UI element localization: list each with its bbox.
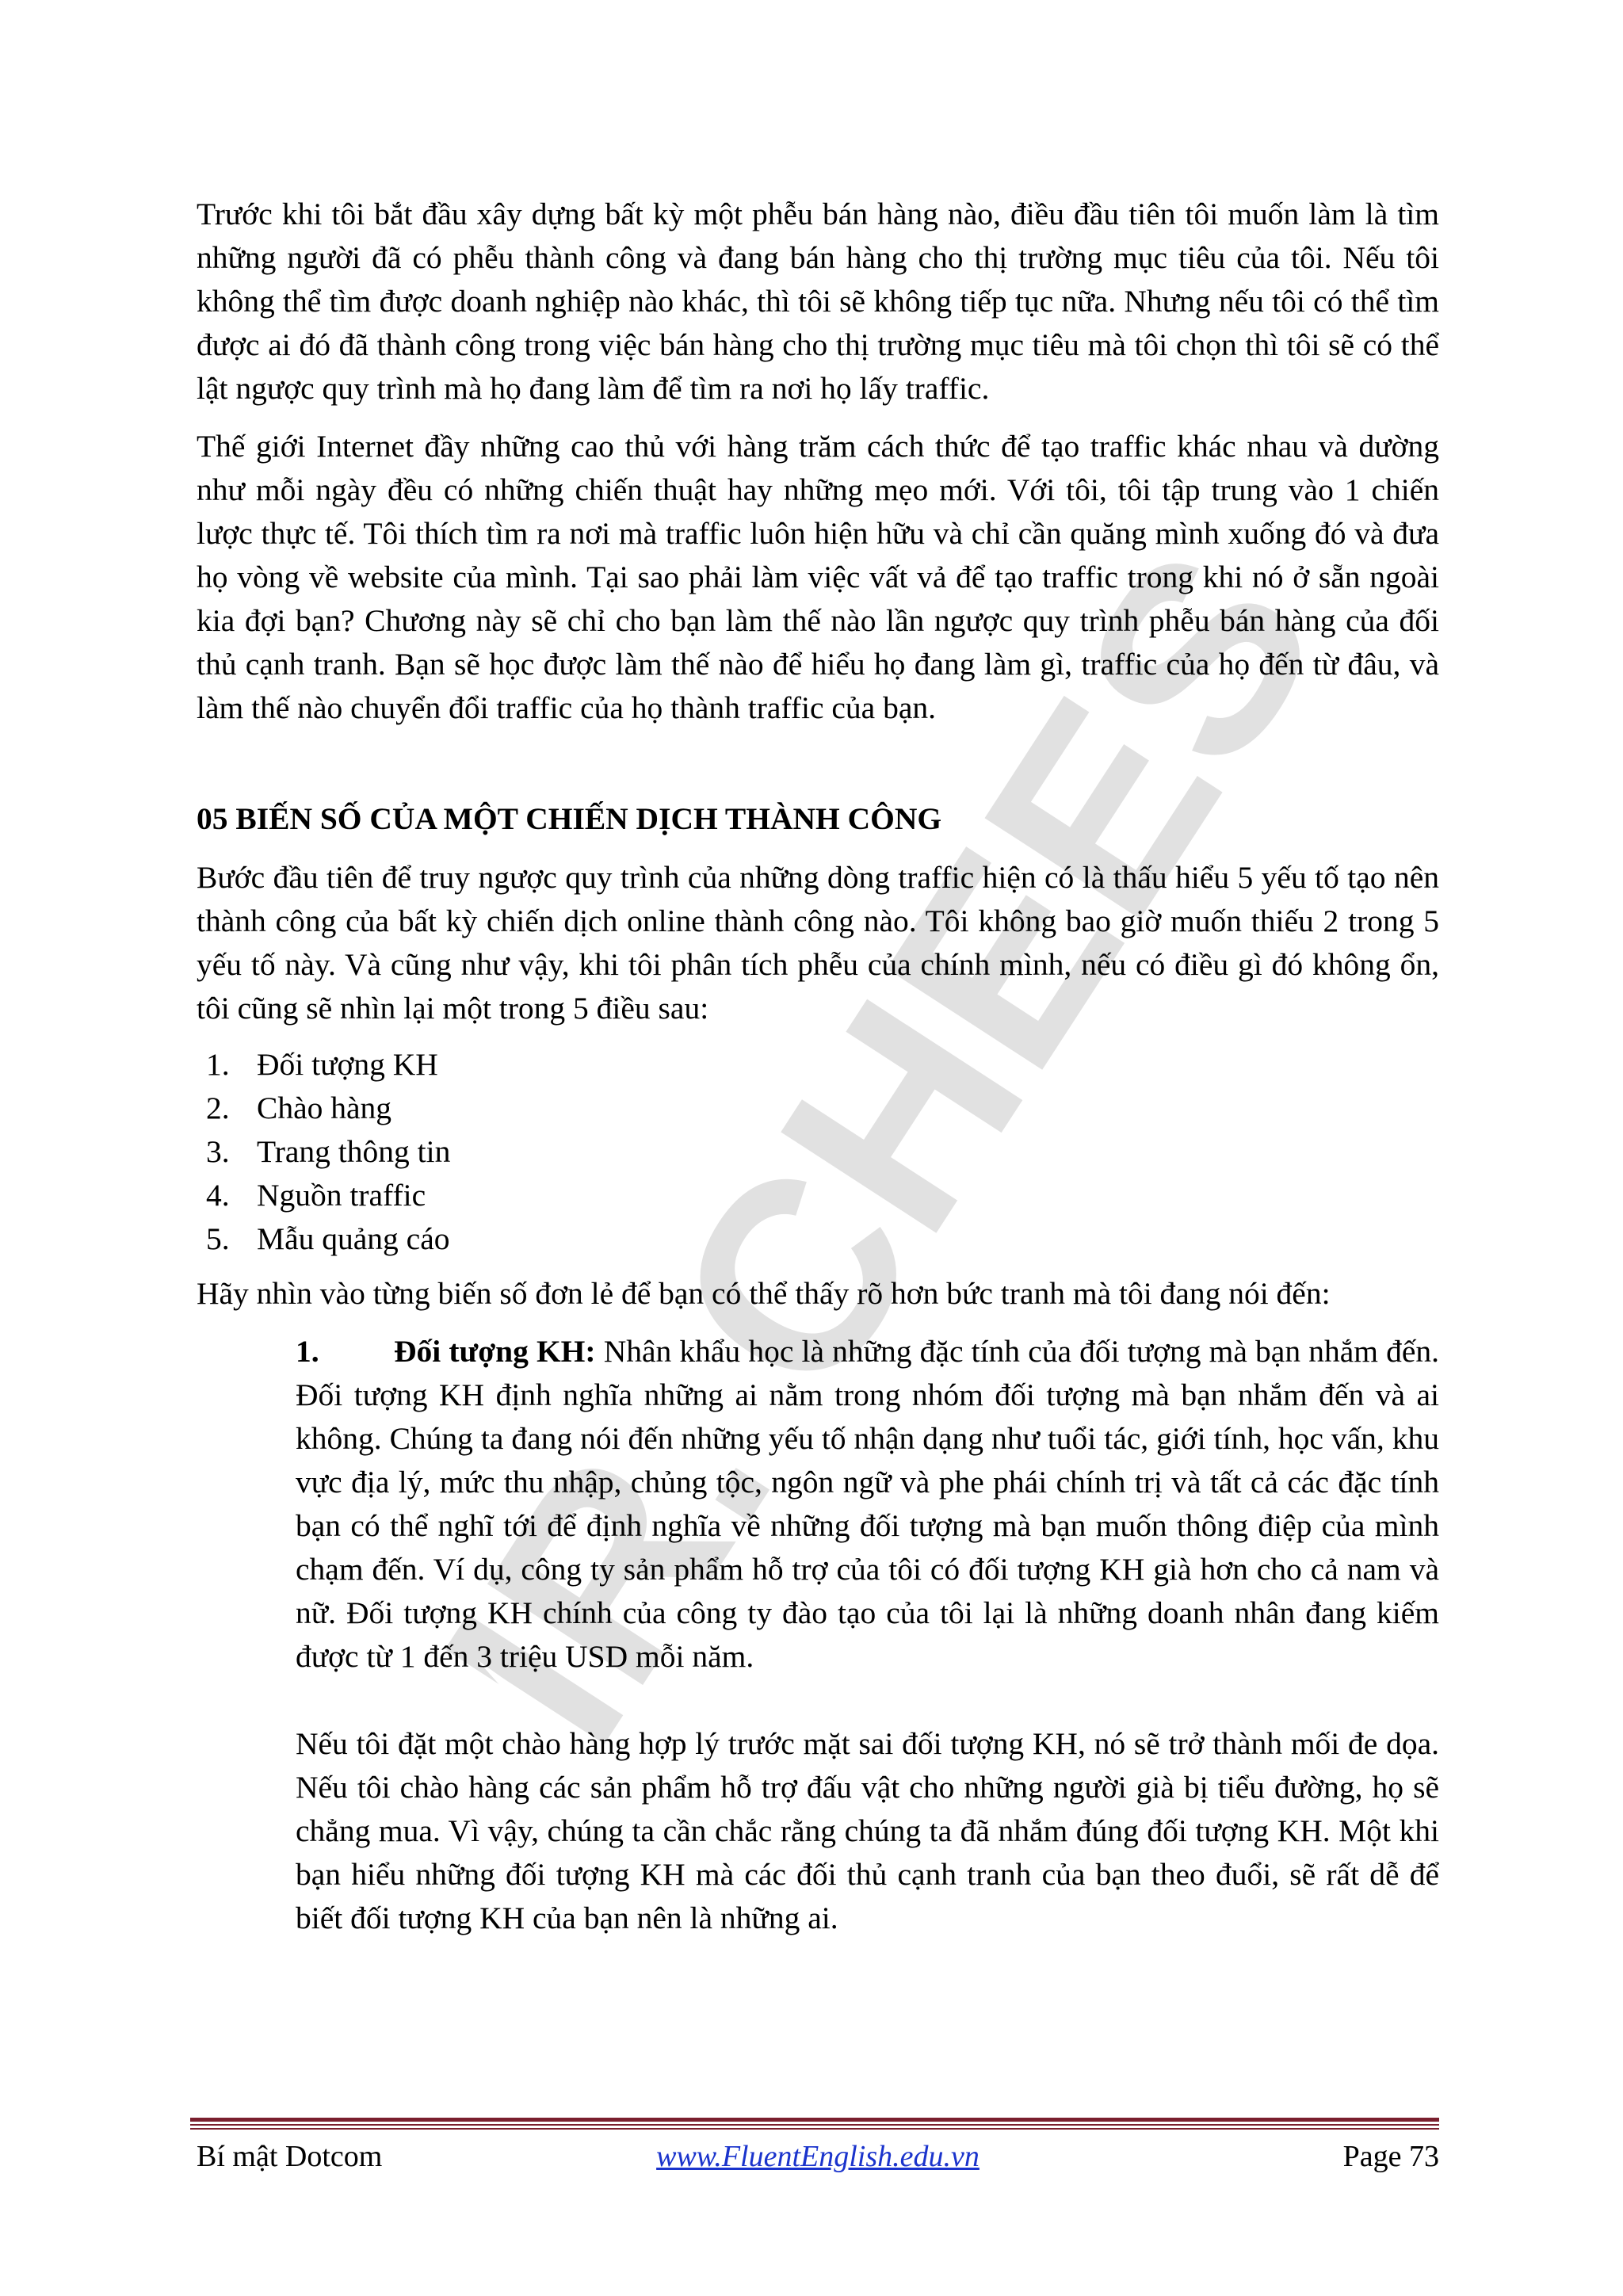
footer-divider: [190, 2128, 1439, 2130]
footer-page-number: Page 73: [1342, 2140, 1439, 2173]
section-heading: 05 BIẾN SỐ CỦA MỘT CHIẾN DỊCH THÀNH CÔNG: [197, 801, 942, 836]
list-item-number: 3.: [206, 1134, 230, 1169]
list-item-label: Mẫu quảng cáo: [257, 1221, 450, 1256]
paragraph-traffic: Thế giới Internet đầy những cao thủ với hàng trăm cách thức để tạo traffic khác nhau và dường như mỗi ngày đều có những chiến thuật hay những mẹo mới. Với tôi, tôi tập trung vào 1 chiến lược thực tế. Tôi thích tìm ra nơi mà traffic luôn hiện hữu và chỉ cần quăng mình xuống đó và đưa họ vòng về website của mình. Tại sao phải làm việc vất vả để tạo traffic trong khi nó ở sẵn ngoài kia đợi bạn? Chương này sẽ chỉ cho bạn làm thế nào lần ngược quy trình phễu bán hàng của đối thủ cạnh tranh. Bạn sẽ học được làm thế nào để hiểu họ đang làm gì, traffic của họ đến từ đâu, và làm thế nào chuyển đổi traffic của họ thành traffic của bạn.: [197, 429, 1439, 725]
list-item-number: 5.: [206, 1221, 230, 1256]
list-item: [206, 1174, 1439, 1217]
item-term: Đối tượng KH:: [394, 1334, 596, 1369]
page-content: [197, 193, 1439, 1940]
list-item-number: 2.: [206, 1091, 230, 1125]
footer-divider: [190, 2124, 1439, 2126]
variables-list: [197, 1043, 1439, 1261]
list-item-number: 4.: [206, 1178, 230, 1213]
item-number: 1.: [296, 1334, 319, 1369]
page-footer: [197, 2137, 1439, 2176]
list-item-label: Nguồn traffic: [257, 1178, 426, 1213]
variable-detail-block: [296, 1330, 1439, 1940]
list-item: [206, 1130, 1439, 1174]
paragraph-intro: Trước khi tôi bắt đầu xây dựng bất kỳ một phễu bán hàng nào, điều đầu tiên tôi muốn làm là tìm những người đã có phễu thành công và đang bán hàng cho thị trường mục tiêu của tôi. Nếu tôi không thể tìm được doanh nghiệp nào khác, thì tôi sẽ không tiếp tục nữa. Nhưng nếu tôi có thể tìm được ai đó đã thành công trong việc bán hàng cho thị trường mục tiêu mà tôi chọn thì tôi sẽ có thể lật ngược quy trình mà họ đang làm để tìm ra nơi họ lấy traffic.: [197, 197, 1439, 406]
list-item-label: Trang thông tin: [257, 1134, 451, 1169]
list-item: [206, 1217, 1439, 1261]
footer-book-title: Bí mật Dotcom: [197, 2140, 383, 2173]
footer-divider: [190, 2118, 1439, 2122]
list-item-number: 1.: [206, 1047, 230, 1082]
list-item: [206, 1043, 1439, 1087]
variable-detail-paragraph: [296, 1330, 1439, 1679]
list-item-label: Đối tượng KH: [257, 1047, 438, 1082]
watermark-text: MR. CHEESE: [401, 491, 1374, 1776]
variable-detail-paragraph-2: Nếu tôi đặt một chào hàng hợp lý trước mặt sai đối tượng KH, nó sẽ trở thành mối đe dọa. Nếu tôi chào hàng các sản phẩm hỗ trợ đấu vật cho những người già bị tiểu đường, họ sẽ chẳng mua. Vì vậy, chúng ta cần chắc rằng chúng ta đã nhắm đúng đối tượng KH. Một khi bạn hiểu những đối tượng KH mà các đối thủ cạnh tranh của bạn theo đuổi, sẽ rất dễ để biết đối tượng KH của bạn nên là những ai.: [296, 1726, 1439, 1935]
list-item-label: Chào hàng: [257, 1091, 392, 1125]
list-item: [206, 1087, 1439, 1130]
item-text: Nhân khẩu học là những đặc tính của đối tượng mà bạn nhắm đến. Đối tượng KH định nghĩa những ai nằm trong nhóm đối tượng mà bạn nhắm đến và ai không. Chúng ta đang nói đến những yếu tố nhận dạng như tuổi tác, giới tính, học vấn, khu vực địa lý, mức thu nhập, chủng tộc, ngôn ngữ và phe phái chính trị và tất cả các đặc tính bạn có thể nghĩ tới để định nghĩa về những đối tượng mà bạn muốn thông điệp của mình chạm đến. Ví dụ, công ty sản phẩm hỗ trợ của tôi có đối tượng KH già hơn cho cả nam và nữ. Đối tượng KH chính của công ty đào tạo của tôi lại là những doanh nhân đang kiếm được từ 1 đến 3 triệu USD mỗi năm.: [296, 1334, 1439, 1674]
paragraph-look-at-each: Hãy nhìn vào từng biến số đơn lẻ để bạn có thể thấy rõ hơn bức tranh mà tôi đang nói đến:: [197, 1276, 1331, 1311]
paragraph-variables-intro: Bước đầu tiên để truy ngược quy trình của những dòng traffic hiện có là thấu hiểu 5 yếu tố tạo nên thành công của bất kỳ chiến dịch online thành công nào. Tôi không bao giờ muốn thiếu 2 trong 5 yếu tố này. Và cũng như vậy, khi tôi phân tích phễu của chính mình, nếu có điều gì đó không ổn, tôi cũng sẽ nhìn lại một trong 5 điều sau:: [197, 860, 1439, 1026]
footer-website-link[interactable]: www.FluentEnglish.edu.vn: [656, 2140, 980, 2173]
